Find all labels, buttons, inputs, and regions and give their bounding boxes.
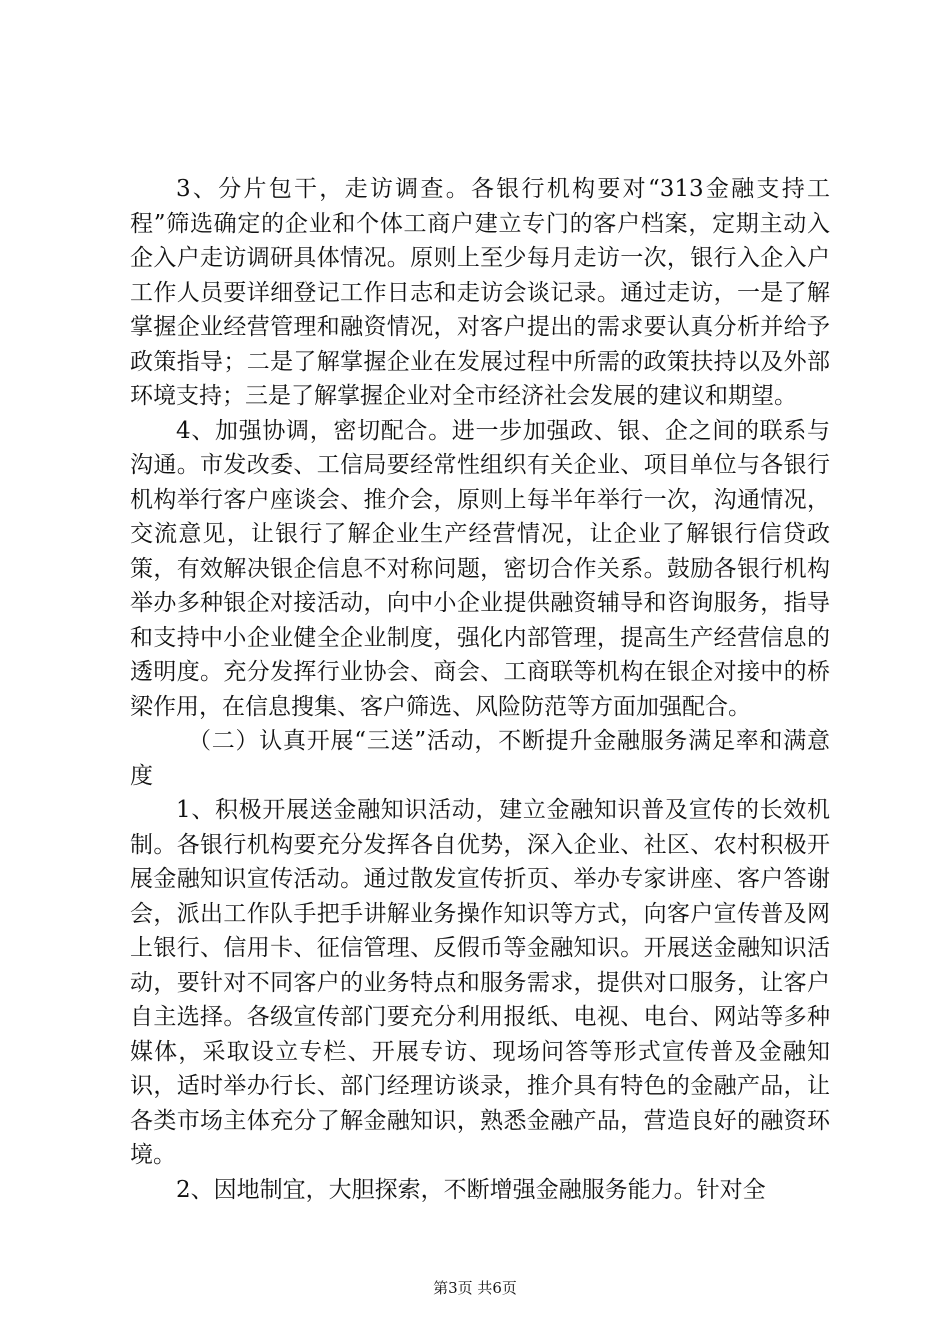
document-body	[130, 172, 830, 1207]
page-number-footer: 第3页 共6页	[433, 1279, 517, 1297]
paragraph-financial-knowledge: 1、积极开展送金融知识活动，建立金融知识普及宣传的长效机制。各银行机构要充分发挥各自优势，深入企业、社区、农村积极开展金融知识宣传活动。通过散发宣传折页、举办专家讲座、客户答谢会，派出工作队手把手讲解业务操作知识等方式，向客户宣传普及网上银行、信用卡、征信管理、反假币等金融知识。开展送金融知识活动，要针对不同客户的业务特点和服务需求，提供对口服务，让客户自主选择。各级宣传部门要充分利用报纸、电视、电台、网站等多种媒体，采取设立专栏、开展专访、现场问答等形式宣传普及金融知识，适时举办行长、部门经理访谈录，推介具有特色的金融产品，让各类市场主体充分了解金融知识，熟悉金融产品，营造良好的融资环境。	[130, 797, 830, 1168]
paragraph-local-conditions: 2、因地制宜，大胆探索，不断增强金融服务能力。针对全	[176, 1176, 766, 1203]
paragraph-coordination: 4、加强协调，密切配合。进一步加强政、银、企之间的联系与沟通。市发改委、工信局要经常性组织有关企业、项目单位与各银行机构举行客户座谈会、推介会，原则上每半年举行一次，沟通情况，交流意见，让银行了解企业生产经营情况，让企业了解银行信贷政策，有效解决银企信息不对称问题，密切合作关系。鼓励各银行机构举办多种银企对接活动，向中小企业提供融资辅导和咨询服务，指导和支持中小企业健全企业制度，强化内部管理，提高生产经营信息的透明度。充分发挥行业协会、商会、工商联等机构在银企对接中的桥梁作用，在信息搜集、客户筛选、风险防范等方面加强配合。	[130, 417, 830, 720]
section-heading-three-sends: （二）认真开展“三送”活动，不断提升金融服务满足率和满意度	[130, 728, 830, 789]
paragraph-visit-survey: 3、分片包干，走访调查。各银行机构要对“313金融支持工程”筛选确定的企业和个体工商户建立专门的客户档案，定期主动入企入户走访调研具体情况。原则上至少每月走访一次，银行入企入户工作人员要详细登记工作日志和走访会谈记录。通过走访，一是了解掌握企业经营管理和融资情况，对客户提出的需求要认真分析并给予政策指导；二是了解掌握企业在发展过程中所需的政策扶持以及外部环境支持；三是了解掌握企业对全市经济社会发展的建议和期望。	[130, 176, 830, 409]
